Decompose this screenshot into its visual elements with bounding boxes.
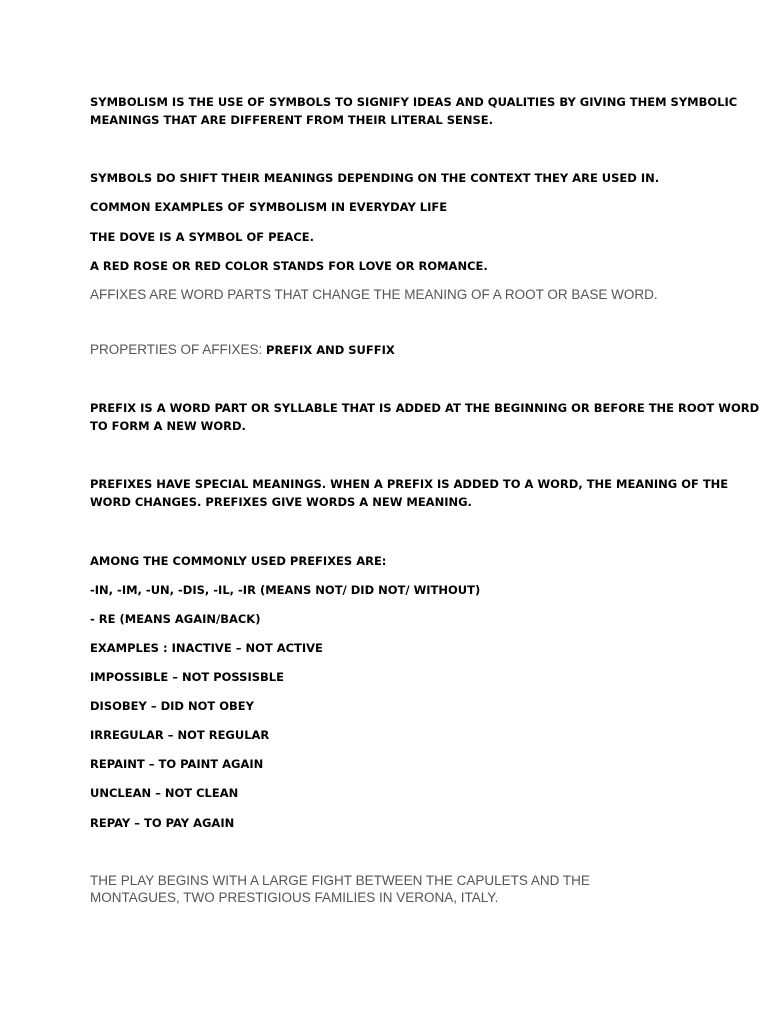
properties-of-affixes bbox=[90, 341, 395, 359]
list-item: EXAMPLES : INACTIVE – NOT ACTIVE bbox=[90, 641, 323, 655]
list-item: REPAY – TO PAY AGAIN bbox=[90, 816, 235, 830]
common-prefixes-heading: AMONG THE COMMONLY USED PREFIXES ARE: bbox=[90, 554, 387, 568]
prefix-definition-line-1: PREFIX IS A WORD PART OR SYLLABLE THAT IS ADDED AT THE BEGINNING OR BEFORE THE ROOT WORD bbox=[90, 401, 760, 415]
list-item: IRREGULAR – NOT REGULAR bbox=[90, 728, 270, 742]
symbolism-definition-line-2: MEANINGS THAT ARE DIFFERENT FROM THEIR LITERAL SENSE. bbox=[90, 113, 494, 127]
list-item: -IN, -IM, -UN, -DIS, -IL, -IR (MEANS NOT/ DID NOT/ WITHOUT) bbox=[90, 583, 481, 597]
list-item: DISOBEY – DID NOT OBEY bbox=[90, 699, 254, 713]
list-item: REPAINT – TO PAINT AGAIN bbox=[90, 757, 264, 771]
dove-example: THE DOVE IS A SYMBOL OF PEACE. bbox=[90, 230, 314, 244]
play-summary-line-2: MONTAGUES, TWO PRESTIGIOUS FAMILIES IN VERONA, ITALY. bbox=[90, 890, 499, 905]
list-item: UNCLEAN – NOT CLEAN bbox=[90, 786, 239, 800]
prefix-definition-line-2: TO FORM A NEW WORD. bbox=[90, 419, 246, 433]
red-rose-example: A RED ROSE OR RED COLOR STANDS FOR LOVE OR ROMANCE. bbox=[90, 259, 488, 273]
symbolism-definition-line-1: SYMBOLISM IS THE USE OF SYMBOLS TO SIGNIFY IDEAS AND QUALITIES BY GIVING THEM SYMBOLIC bbox=[90, 95, 738, 109]
prefix-and-suffix: PREFIX AND SUFFIX bbox=[266, 343, 395, 357]
properties-label: PROPERTIES OF AFFIXES: bbox=[90, 342, 267, 357]
play-summary-line-1: THE PLAY BEGINS WITH A LARGE FIGHT BETWEEN THE CAPULETS AND THE bbox=[90, 873, 590, 888]
list-item: IMPOSSIBLE – NOT POSSISBLE bbox=[90, 670, 284, 684]
prefixes-meanings-line-2: WORD CHANGES. PREFIXES GIVE WORDS A NEW MEANING. bbox=[90, 495, 472, 509]
list-item: - RE (MEANS AGAIN/BACK) bbox=[90, 612, 261, 626]
prefixes-meanings-line-1: PREFIXES HAVE SPECIAL MEANINGS. WHEN A PREFIX IS ADDED TO A WORD, THE MEANING OF THE bbox=[90, 477, 729, 491]
common-examples-heading: COMMON EXAMPLES OF SYMBOLISM IN EVERYDAY LIFE bbox=[90, 200, 448, 214]
affixes-definition: AFFIXES ARE WORD PARTS THAT CHANGE THE MEANING OF A ROOT OR BASE WORD. bbox=[90, 287, 658, 302]
symbols-shift-meaning: SYMBOLS DO SHIFT THEIR MEANINGS DEPENDING ON THE CONTEXT THEY ARE USED IN. bbox=[90, 171, 660, 185]
